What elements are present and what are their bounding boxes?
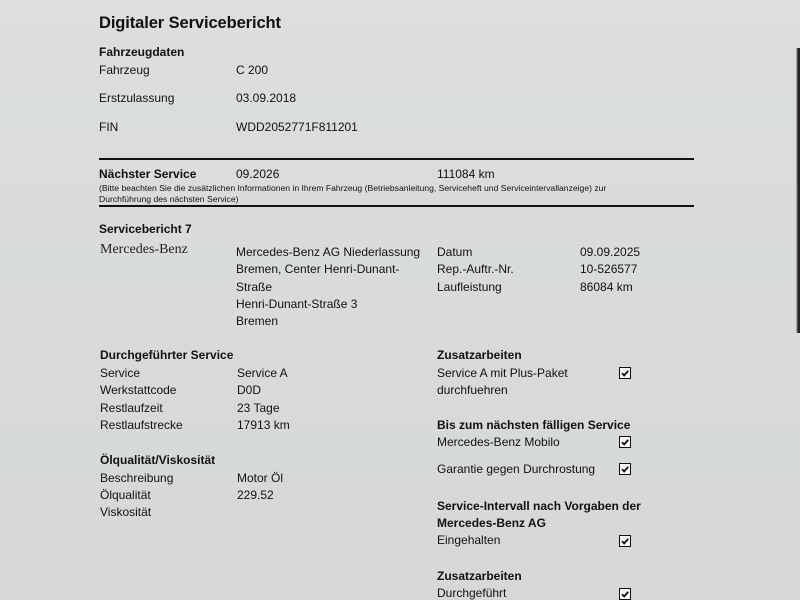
next-service-date: 09.2026 <box>236 167 280 181</box>
additional-work-2-label: Durchgeführt <box>437 586 507 600</box>
performed-value-remaining-time: 23 Tage <box>237 401 280 415</box>
performed-service-heading: Durchgeführter Service <box>100 348 234 362</box>
oil-value-quality: 229.52 <box>237 488 274 502</box>
checkmark-icon <box>620 464 630 474</box>
dealer-line-2: Bremen, Center Henri-Dunant- <box>236 262 400 276</box>
vehicle-value-vin: WDD2052771F811201 <box>236 120 358 134</box>
vehicle-label-vin: FIN <box>99 120 119 134</box>
brand-logo-text: Mercedes-Benz <box>100 242 188 257</box>
report-value-mileage: 86084 km <box>580 280 633 294</box>
report-value-date: 09.09.2025 <box>580 245 641 259</box>
next-service-heading: Nächster Service <box>99 167 197 181</box>
additional-work-checkbox[interactable] <box>619 367 631 379</box>
additional-work-2-checkbox[interactable] <box>619 588 631 600</box>
dealer-line-3: Straße <box>236 280 273 294</box>
divider-top <box>99 158 694 160</box>
dealer-line-4: Henri-Dunant-Straße 3 <box>236 297 358 311</box>
service-interval-heading-line2: Mercedes-Benz AG <box>437 516 546 530</box>
performed-label-remaining-distance: Restlaufstrecke <box>100 418 183 432</box>
vehicle-value-model: C 200 <box>236 63 269 77</box>
additional-work-heading: Zusatzarbeiten <box>437 348 522 362</box>
rust-warranty-checkbox[interactable] <box>619 463 631 475</box>
performed-label-service: Service <box>100 366 141 380</box>
performed-label-remaining-time: Restlaufzeit <box>100 401 163 415</box>
oil-heading: Ölqualität/Viskosität <box>100 453 216 467</box>
report-label-date: Datum <box>437 245 473 259</box>
mobilo-label: Mercedes-Benz Mobilo <box>437 435 560 449</box>
checkmark-icon <box>620 589 630 599</box>
mobilo-checkbox[interactable] <box>619 436 631 448</box>
performed-label-workshop-code: Werkstattcode <box>100 383 177 397</box>
vehicle-label-first-registration: Erstzulassung <box>99 91 175 105</box>
performed-value-service: Service A <box>237 366 288 380</box>
service-interval-heading-line1: Service-Intervall nach Vorgaben der <box>437 499 641 513</box>
until-next-service-heading: Bis zum nächsten fälligen Service <box>437 418 631 432</box>
vehicle-section-heading: Fahrzeugdaten <box>99 45 185 59</box>
dealer-line-5: Bremen <box>236 314 279 328</box>
page-edge-shadow <box>796 48 800 333</box>
next-service-note: (Bitte beachten Sie die zusätzlichen Informationen in Ihrem Fahrzeug (Betriebsanleitung, Serviceheft und Serviceintervallanzeige) zur Durchführung des nächsten Service) <box>99 183 607 204</box>
checkmark-icon <box>620 437 630 447</box>
oil-value-description: Motor Öl <box>237 471 284 485</box>
additional-work-item-line1: Service A mit Plus-Paket <box>437 366 568 380</box>
rust-warranty-label: Garantie gegen Durchrostung <box>437 462 596 476</box>
interval-kept-checkbox[interactable] <box>619 535 631 547</box>
performed-value-remaining-distance: 17913 km <box>237 418 290 432</box>
additional-work-item-line2: durchfuehren <box>437 383 508 397</box>
report-label-order-number: Rep.-Auftr.-Nr. <box>437 262 514 276</box>
checkmark-icon <box>620 368 630 378</box>
performed-value-workshop-code: D0D <box>237 383 262 397</box>
oil-label-quality: Ölqualität <box>100 488 151 502</box>
divider-bottom <box>99 205 694 207</box>
next-service-mileage: 111084 km <box>437 167 495 181</box>
oil-label-description: Beschreibung <box>100 471 174 485</box>
dealer-line-1: Mercedes-Benz AG Niederlassung <box>236 245 421 259</box>
vehicle-label-model: Fahrzeug <box>99 63 150 77</box>
report-value-order-number: 10-526577 <box>580 262 638 276</box>
report-heading: Servicebericht 7 <box>99 222 192 236</box>
interval-kept-label: Eingehalten <box>437 533 501 547</box>
document-title: Digitaler Servicebericht <box>99 14 281 32</box>
additional-work-2-heading: Zusatzarbeiten <box>437 569 522 583</box>
oil-label-viscosity: Viskosität <box>100 505 152 519</box>
vehicle-value-first-registration: 03.09.2018 <box>236 91 297 105</box>
report-label-mileage: Laufleistung <box>437 280 502 294</box>
checkmark-icon <box>620 536 630 546</box>
